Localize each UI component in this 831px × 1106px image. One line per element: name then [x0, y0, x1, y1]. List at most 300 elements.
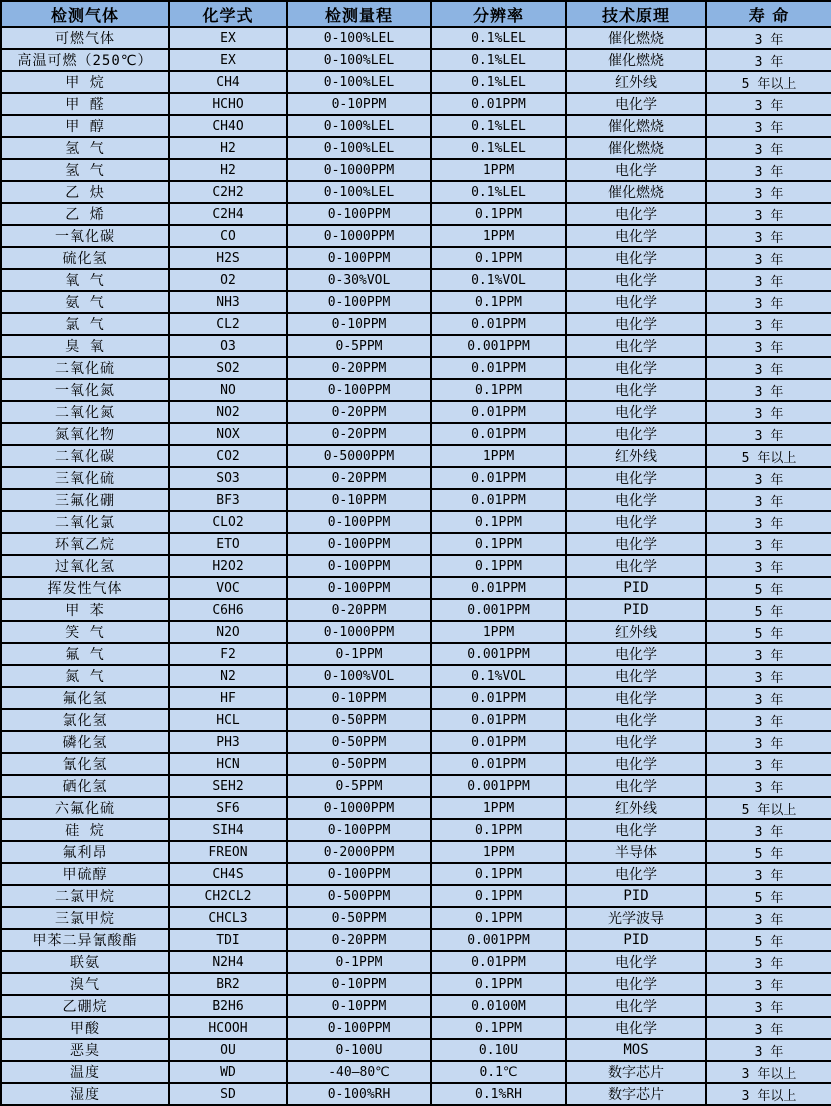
- cell-range: 0-1PPM: [287, 643, 431, 665]
- cell-principle: 电化学: [566, 709, 706, 731]
- cell-formula: NH3: [169, 291, 287, 313]
- cell-gas: 三氧化硫: [1, 467, 169, 489]
- cell-resolution: 0.1%VOL: [431, 665, 566, 687]
- cell-formula: HCHO: [169, 93, 287, 115]
- cell-principle: 电化学: [566, 665, 706, 687]
- cell-principle: 电化学: [566, 731, 706, 753]
- header-principle: 技术原理: [566, 1, 706, 27]
- cell-formula: SF6: [169, 797, 287, 819]
- cell-formula: H2: [169, 159, 287, 181]
- cell-formula: VOC: [169, 577, 287, 599]
- cell-range: 0-100PPM: [287, 511, 431, 533]
- table-row: [1, 49, 831, 71]
- cell-lifespan: 5 年: [706, 577, 831, 599]
- header-range: 检测量程: [287, 1, 431, 27]
- cell-range: 0-100%LEL: [287, 49, 431, 71]
- cell-principle: 电化学: [566, 423, 706, 445]
- cell-lifespan: 3 年: [706, 401, 831, 423]
- cell-range: 0-100PPM: [287, 203, 431, 225]
- cell-range: 0-30%VOL: [287, 269, 431, 291]
- cell-gas: 可燃气体: [1, 27, 169, 49]
- cell-lifespan: 3 年: [706, 49, 831, 71]
- cell-principle: 电化学: [566, 753, 706, 775]
- cell-resolution: 0.1%VOL: [431, 269, 566, 291]
- cell-lifespan: 3 年: [706, 247, 831, 269]
- cell-formula: CO: [169, 225, 287, 247]
- cell-range: 0-10PPM: [287, 313, 431, 335]
- cell-gas: 臭 氧: [1, 335, 169, 357]
- cell-resolution: 0.01PPM: [431, 753, 566, 775]
- cell-principle: 数字芯片: [566, 1061, 706, 1083]
- table-row: [1, 291, 831, 313]
- cell-resolution: 0.01PPM: [431, 313, 566, 335]
- table-row: [1, 335, 831, 357]
- table-row: [1, 269, 831, 291]
- cell-range: 0-10PPM: [287, 93, 431, 115]
- cell-principle: 电化学: [566, 489, 706, 511]
- cell-range: -40—80℃: [287, 1061, 431, 1083]
- header-formula: 化学式: [169, 1, 287, 27]
- cell-gas: 乙 烯: [1, 203, 169, 225]
- cell-resolution: 0.1%LEL: [431, 27, 566, 49]
- header-resolution: 分辨率: [431, 1, 566, 27]
- cell-formula: CL2: [169, 313, 287, 335]
- cell-resolution: 1PPM: [431, 159, 566, 181]
- cell-lifespan: 3 年以上: [706, 1061, 831, 1083]
- cell-principle: 电化学: [566, 995, 706, 1017]
- cell-lifespan: 3 年: [706, 269, 831, 291]
- cell-range: 0-5000PPM: [287, 445, 431, 467]
- cell-formula: PH3: [169, 731, 287, 753]
- cell-resolution: 1PPM: [431, 797, 566, 819]
- cell-principle: 红外线: [566, 797, 706, 819]
- cell-lifespan: 3 年: [706, 115, 831, 137]
- cell-formula: F2: [169, 643, 287, 665]
- cell-resolution: 0.01PPM: [431, 687, 566, 709]
- cell-lifespan: 3 年: [706, 665, 831, 687]
- table-header: [1, 1, 831, 27]
- cell-resolution: 1PPM: [431, 621, 566, 643]
- table-row: [1, 665, 831, 687]
- cell-gas: 氟化氢: [1, 687, 169, 709]
- cell-resolution: 0.001PPM: [431, 599, 566, 621]
- cell-principle: 电化学: [566, 159, 706, 181]
- cell-formula: WD: [169, 1061, 287, 1083]
- cell-principle: 电化学: [566, 1017, 706, 1039]
- cell-principle: 催化燃烧: [566, 27, 706, 49]
- cell-gas: 氮 气: [1, 665, 169, 687]
- cell-lifespan: 3 年: [706, 27, 831, 49]
- cell-principle: 电化学: [566, 511, 706, 533]
- table-row: [1, 137, 831, 159]
- cell-formula: C2H2: [169, 181, 287, 203]
- cell-gas: 三氟化硼: [1, 489, 169, 511]
- cell-gas: 二氧化氯: [1, 511, 169, 533]
- cell-gas: 氢 气: [1, 159, 169, 181]
- cell-formula: CO2: [169, 445, 287, 467]
- cell-formula: NOX: [169, 423, 287, 445]
- cell-formula: N2O: [169, 621, 287, 643]
- cell-gas: 硒化氢: [1, 775, 169, 797]
- cell-range: 0-100%VOL: [287, 665, 431, 687]
- cell-principle: 催化燃烧: [566, 115, 706, 137]
- cell-formula: SD: [169, 1083, 287, 1105]
- cell-range: 0-10PPM: [287, 973, 431, 995]
- table-row: [1, 181, 831, 203]
- cell-formula: HCL: [169, 709, 287, 731]
- cell-gas: 一氧化碳: [1, 225, 169, 247]
- table-row: [1, 753, 831, 775]
- cell-principle: MOS: [566, 1039, 706, 1061]
- cell-resolution: 0.1PPM: [431, 907, 566, 929]
- table-row: [1, 951, 831, 973]
- cell-principle: 电化学: [566, 335, 706, 357]
- cell-range: 0-50PPM: [287, 753, 431, 775]
- cell-resolution: 0.1PPM: [431, 819, 566, 841]
- cell-gas: 甲 烷: [1, 71, 169, 93]
- cell-range: 0-500PPM: [287, 885, 431, 907]
- cell-range: 0-20PPM: [287, 423, 431, 445]
- cell-range: 0-1000PPM: [287, 621, 431, 643]
- cell-formula: OU: [169, 1039, 287, 1061]
- cell-lifespan: 3 年: [706, 731, 831, 753]
- cell-lifespan: 3 年: [706, 467, 831, 489]
- cell-gas: 二氯甲烷: [1, 885, 169, 907]
- cell-range: 0-100%RH: [287, 1083, 431, 1105]
- cell-resolution: 0.001PPM: [431, 643, 566, 665]
- cell-resolution: 0.1PPM: [431, 291, 566, 313]
- cell-principle: 电化学: [566, 951, 706, 973]
- cell-gas: 甲酸: [1, 1017, 169, 1039]
- table-row: [1, 467, 831, 489]
- table-row: [1, 27, 831, 49]
- cell-range: 0-100PPM: [287, 291, 431, 313]
- cell-formula: CH4: [169, 71, 287, 93]
- cell-range: 0-50PPM: [287, 731, 431, 753]
- table-row: [1, 731, 831, 753]
- cell-gas: 二氧化硫: [1, 357, 169, 379]
- cell-principle: PID: [566, 929, 706, 951]
- cell-resolution: 0.1%LEL: [431, 137, 566, 159]
- table-row: [1, 423, 831, 445]
- cell-range: 0-100PPM: [287, 379, 431, 401]
- cell-gas: 氧 气: [1, 269, 169, 291]
- cell-resolution: 0.1℃: [431, 1061, 566, 1083]
- cell-range: 0-100PPM: [287, 819, 431, 841]
- table-row: [1, 709, 831, 731]
- cell-gas: 硅 烷: [1, 819, 169, 841]
- table-row: [1, 907, 831, 929]
- cell-range: 0-50PPM: [287, 709, 431, 731]
- cell-gas: 联氨: [1, 951, 169, 973]
- cell-formula: CH4S: [169, 863, 287, 885]
- cell-lifespan: 3 年: [706, 709, 831, 731]
- cell-principle: 催化燃烧: [566, 49, 706, 71]
- cell-lifespan: 5 年以上: [706, 797, 831, 819]
- cell-range: 0-100PPM: [287, 577, 431, 599]
- cell-resolution: 0.01PPM: [431, 731, 566, 753]
- table-row: [1, 159, 831, 181]
- cell-resolution: 0.1%RH: [431, 1083, 566, 1105]
- table-row: [1, 115, 831, 137]
- cell-range: 0-50PPM: [287, 907, 431, 929]
- cell-formula: H2O2: [169, 555, 287, 577]
- cell-principle: PID: [566, 577, 706, 599]
- cell-gas: 笑 气: [1, 621, 169, 643]
- cell-principle: 催化燃烧: [566, 181, 706, 203]
- cell-range: 0-100U: [287, 1039, 431, 1061]
- cell-resolution: 0.01PPM: [431, 93, 566, 115]
- table-row: [1, 489, 831, 511]
- cell-gas: 甲 醇: [1, 115, 169, 137]
- cell-gas: 氰化氢: [1, 753, 169, 775]
- header-lifespan: 寿 命: [706, 1, 831, 27]
- cell-lifespan: 3 年: [706, 357, 831, 379]
- cell-range: 0-20PPM: [287, 599, 431, 621]
- cell-formula: N2H4: [169, 951, 287, 973]
- cell-principle: 电化学: [566, 225, 706, 247]
- cell-lifespan: 3 年: [706, 511, 831, 533]
- cell-resolution: 0.1PPM: [431, 379, 566, 401]
- cell-lifespan: 3 年: [706, 907, 831, 929]
- cell-lifespan: 3 年: [706, 533, 831, 555]
- cell-formula: SIH4: [169, 819, 287, 841]
- table-row: [1, 357, 831, 379]
- cell-lifespan: 3 年: [706, 291, 831, 313]
- cell-principle: 电化学: [566, 467, 706, 489]
- table-row: [1, 577, 831, 599]
- table-row: [1, 643, 831, 665]
- table-row: [1, 621, 831, 643]
- table-row: [1, 599, 831, 621]
- cell-range: 0-1PPM: [287, 951, 431, 973]
- cell-formula: EX: [169, 49, 287, 71]
- cell-principle: 电化学: [566, 357, 706, 379]
- cell-gas: 三氯甲烷: [1, 907, 169, 929]
- table-row: [1, 379, 831, 401]
- cell-range: 0-100%LEL: [287, 115, 431, 137]
- cell-gas: 溴气: [1, 973, 169, 995]
- cell-lifespan: 3 年: [706, 687, 831, 709]
- cell-principle: 电化学: [566, 203, 706, 225]
- cell-gas: 过氧化氢: [1, 555, 169, 577]
- cell-formula: NO2: [169, 401, 287, 423]
- cell-gas: 磷化氢: [1, 731, 169, 753]
- cell-lifespan: 3 年: [706, 643, 831, 665]
- cell-gas: 氮氧化物: [1, 423, 169, 445]
- cell-principle: PID: [566, 885, 706, 907]
- cell-resolution: 0.01PPM: [431, 357, 566, 379]
- cell-gas: 六氟化硫: [1, 797, 169, 819]
- cell-formula: NO: [169, 379, 287, 401]
- cell-resolution: 0.1PPM: [431, 511, 566, 533]
- cell-formula: B2H6: [169, 995, 287, 1017]
- cell-gas: 氢 气: [1, 137, 169, 159]
- table-row: [1, 819, 831, 841]
- cell-resolution: 0.1PPM: [431, 1017, 566, 1039]
- cell-range: 0-10PPM: [287, 489, 431, 511]
- table-row: [1, 511, 831, 533]
- cell-gas: 甲 醛: [1, 93, 169, 115]
- cell-principle: 电化学: [566, 643, 706, 665]
- cell-lifespan: 3 年: [706, 995, 831, 1017]
- cell-resolution: 1PPM: [431, 445, 566, 467]
- cell-gas: 甲 苯: [1, 599, 169, 621]
- cell-principle: 电化学: [566, 313, 706, 335]
- cell-range: 0-20PPM: [287, 401, 431, 423]
- cell-formula: TDI: [169, 929, 287, 951]
- cell-gas: 温度: [1, 1061, 169, 1083]
- cell-principle: 电化学: [566, 93, 706, 115]
- cell-formula: HCOOH: [169, 1017, 287, 1039]
- cell-range: 0-20PPM: [287, 467, 431, 489]
- cell-principle: 电化学: [566, 379, 706, 401]
- cell-range: 0-1000PPM: [287, 159, 431, 181]
- cell-gas: 恶臭: [1, 1039, 169, 1061]
- cell-range: 0-100%LEL: [287, 137, 431, 159]
- cell-principle: 红外线: [566, 445, 706, 467]
- cell-gas: 二氧化碳: [1, 445, 169, 467]
- table-row: [1, 313, 831, 335]
- cell-lifespan: 3 年: [706, 159, 831, 181]
- cell-formula: CH4O: [169, 115, 287, 137]
- cell-principle: PID: [566, 599, 706, 621]
- cell-lifespan: 3 年: [706, 313, 831, 335]
- cell-principle: 电化学: [566, 863, 706, 885]
- cell-lifespan: 3 年: [706, 555, 831, 577]
- cell-formula: CLO2: [169, 511, 287, 533]
- cell-lifespan: 3 年: [706, 137, 831, 159]
- cell-resolution: 0.1PPM: [431, 555, 566, 577]
- cell-formula: SO2: [169, 357, 287, 379]
- cell-resolution: 0.1%LEL: [431, 71, 566, 93]
- table-row: [1, 863, 831, 885]
- table-row: [1, 929, 831, 951]
- cell-gas: 硫化氢: [1, 247, 169, 269]
- cell-range: 0-100%LEL: [287, 27, 431, 49]
- cell-range: 0-2000PPM: [287, 841, 431, 863]
- cell-formula: C2H4: [169, 203, 287, 225]
- cell-formula: C6H6: [169, 599, 287, 621]
- cell-lifespan: 3 年: [706, 203, 831, 225]
- cell-formula: FREON: [169, 841, 287, 863]
- cell-lifespan: 3 年: [706, 775, 831, 797]
- cell-range: 0-10PPM: [287, 687, 431, 709]
- cell-resolution: 0.001PPM: [431, 775, 566, 797]
- cell-gas: 甲硫醇: [1, 863, 169, 885]
- cell-range: 0-20PPM: [287, 357, 431, 379]
- cell-lifespan: 5 年以上: [706, 445, 831, 467]
- cell-resolution: 0.01PPM: [431, 467, 566, 489]
- cell-gas: 氟利昂: [1, 841, 169, 863]
- cell-principle: 电化学: [566, 247, 706, 269]
- cell-range: 0-20PPM: [287, 929, 431, 951]
- cell-principle: 红外线: [566, 621, 706, 643]
- cell-resolution: 0.0100M: [431, 995, 566, 1017]
- cell-gas: 氯化氢: [1, 709, 169, 731]
- table-row: [1, 225, 831, 247]
- cell-gas: 二氧化氮: [1, 401, 169, 423]
- cell-lifespan: 3 年: [706, 181, 831, 203]
- cell-resolution: 0.1PPM: [431, 533, 566, 555]
- cell-resolution: 0.01PPM: [431, 709, 566, 731]
- cell-principle: 电化学: [566, 291, 706, 313]
- cell-range: 0-5PPM: [287, 335, 431, 357]
- cell-gas: 甲苯二异氰酸酯: [1, 929, 169, 951]
- table-row: [1, 775, 831, 797]
- table-row: [1, 555, 831, 577]
- cell-resolution: 0.1PPM: [431, 203, 566, 225]
- cell-principle: 电化学: [566, 819, 706, 841]
- cell-lifespan: 5 年: [706, 621, 831, 643]
- cell-principle: 数字芯片: [566, 1083, 706, 1105]
- cell-range: 0-100PPM: [287, 863, 431, 885]
- table-body: [1, 27, 831, 1105]
- table-row: [1, 687, 831, 709]
- cell-lifespan: 3 年: [706, 1039, 831, 1061]
- cell-principle: 电化学: [566, 555, 706, 577]
- cell-resolution: 0.1%LEL: [431, 49, 566, 71]
- cell-resolution: 0.01PPM: [431, 577, 566, 599]
- cell-range: 0-100%LEL: [287, 181, 431, 203]
- cell-principle: 半导体: [566, 841, 706, 863]
- cell-principle: 电化学: [566, 687, 706, 709]
- cell-lifespan: 3 年: [706, 489, 831, 511]
- cell-principle: 电化学: [566, 401, 706, 423]
- cell-formula: CH2CL2: [169, 885, 287, 907]
- cell-resolution: 0.01PPM: [431, 423, 566, 445]
- table-row: [1, 445, 831, 467]
- cell-formula: H2S: [169, 247, 287, 269]
- cell-range: 0-1000PPM: [287, 225, 431, 247]
- cell-range: 0-100PPM: [287, 1017, 431, 1039]
- cell-gas: 高温可燃（250℃）: [1, 49, 169, 71]
- cell-principle: 催化燃烧: [566, 137, 706, 159]
- cell-formula: O3: [169, 335, 287, 357]
- table-row: [1, 71, 831, 93]
- table-row: [1, 841, 831, 863]
- cell-lifespan: 3 年: [706, 225, 831, 247]
- cell-lifespan: 5 年: [706, 929, 831, 951]
- cell-resolution: 0.1PPM: [431, 885, 566, 907]
- cell-gas: 湿度: [1, 1083, 169, 1105]
- table-row: [1, 885, 831, 907]
- cell-gas: 氨 气: [1, 291, 169, 313]
- cell-range: 0-100PPM: [287, 555, 431, 577]
- cell-formula: HCN: [169, 753, 287, 775]
- cell-range: 0-10PPM: [287, 995, 431, 1017]
- cell-resolution: 1PPM: [431, 225, 566, 247]
- cell-formula: ETO: [169, 533, 287, 555]
- cell-principle: 电化学: [566, 775, 706, 797]
- cell-resolution: 0.10U: [431, 1039, 566, 1061]
- cell-formula: BR2: [169, 973, 287, 995]
- cell-lifespan: 5 年: [706, 841, 831, 863]
- cell-resolution: 0.01PPM: [431, 951, 566, 973]
- table-row: [1, 973, 831, 995]
- table-row: [1, 401, 831, 423]
- cell-range: 0-100%LEL: [287, 71, 431, 93]
- cell-range: 0-100PPM: [287, 533, 431, 555]
- cell-formula: O2: [169, 269, 287, 291]
- cell-formula: H2: [169, 137, 287, 159]
- cell-gas: 乙 炔: [1, 181, 169, 203]
- table-row: [1, 797, 831, 819]
- table-row: [1, 995, 831, 1017]
- cell-lifespan: 3 年: [706, 863, 831, 885]
- cell-formula: EX: [169, 27, 287, 49]
- table-row: [1, 93, 831, 115]
